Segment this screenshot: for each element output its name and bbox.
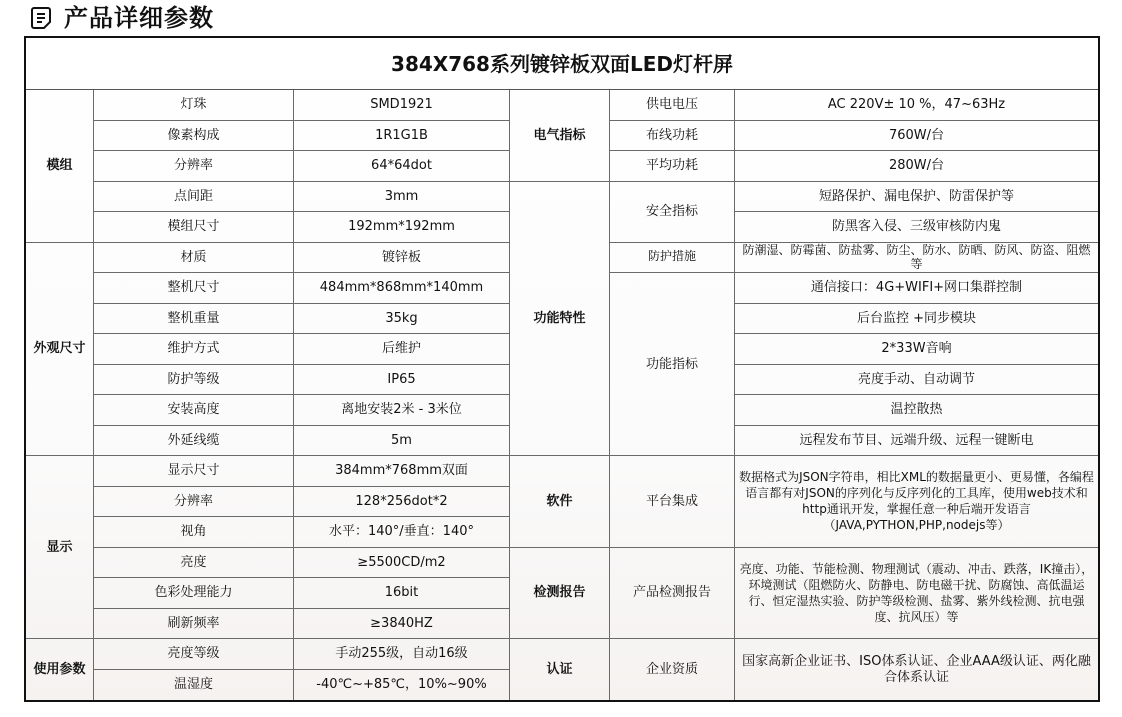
spec-value: 64*64dot: [294, 151, 510, 182]
spec-label: 功能指标: [610, 273, 735, 456]
spec-label: 防护等级: [94, 365, 294, 396]
spec-value: 镀锌板: [294, 243, 510, 274]
spec-label: 安装高度: [94, 395, 294, 426]
spec-value: 280W/台: [735, 151, 1098, 182]
spec-label: 产品检测报告: [610, 548, 735, 640]
spec-value: 防黑客入侵、三级审核防内鬼: [735, 212, 1098, 243]
spec-value: 短路保护、漏电保护、防雷保护等: [735, 182, 1098, 213]
spec-value: -40℃~+85℃，10%~90%: [294, 670, 510, 701]
spec-label: 刷新频率: [94, 609, 294, 640]
spec-label: 整机重量: [94, 304, 294, 335]
spec-value: 温控散热: [735, 395, 1098, 426]
spec-value: 35kg: [294, 304, 510, 335]
spec-value: 数据格式为JSON字符串，相比XML的数据量更小、更易懂，各编程语言都有对JSON的序列化与反序列化的工具库，使用web技术和http通讯开发，掌握任意一种后端开发语言（JAVA,PYTHON,PHP,nodejs等）: [735, 456, 1098, 548]
spec-label: 企业资质: [610, 639, 735, 700]
spec-value: 防潮湿、防霉菌、防盐雾、防尘、防水、防晒、防风、防盗、阻燃等: [735, 243, 1098, 274]
product-title: 384X768系列镀锌板双面LED灯杆屏: [26, 38, 1098, 90]
category-cert: 认证: [510, 639, 610, 700]
spec-label: 安全指标: [610, 182, 735, 243]
spec-label: 平台集成: [610, 456, 735, 548]
category-usage: 使用参数: [26, 639, 94, 700]
spec-label: 视角: [94, 517, 294, 548]
category-testing: 检测报告: [510, 548, 610, 640]
page-header: [0, 0, 1122, 36]
spec-label: 维护方式: [94, 334, 294, 365]
spec-value: 128*256dot*2: [294, 487, 510, 518]
spec-label: 像素构成: [94, 121, 294, 152]
spec-label: 点间距: [94, 182, 294, 213]
spec-value: 484mm*868mm*140mm: [294, 273, 510, 304]
spec-value: 亮度、功能、节能检测、物理测试（震动、冲击、跌落，IK撞击），环境测试（阻燃防火、防静电、防电磁干扰、防腐蚀、高低温运行、恒定湿热实验、防护等级检测、盐雾、紫外线检测、抗电强度、抗风压）等: [735, 548, 1098, 640]
spec-label: 材质: [94, 243, 294, 274]
spec-table: [24, 36, 1100, 702]
spec-value: AC 220V± 10 %，47~63Hz: [735, 90, 1098, 121]
spec-value: 水平：140°/垂直：140°: [294, 517, 510, 548]
spec-value: 5m: [294, 426, 510, 457]
spec-label: 外延线缆: [94, 426, 294, 457]
spec-value: SMD1921: [294, 90, 510, 121]
spec-value: 后维护: [294, 334, 510, 365]
spec-value: ≥3840HZ: [294, 609, 510, 640]
spec-value: 16bit: [294, 578, 510, 609]
spec-value: 离地安装2米 - 3米位: [294, 395, 510, 426]
spec-label: 色彩处理能力: [94, 578, 294, 609]
category-appearance: 外观尺寸: [26, 243, 94, 457]
spec-value: 远程发布节目、远端升级、远程一键断电: [735, 426, 1098, 457]
spec-value: 760W/台: [735, 121, 1098, 152]
spec-label: 亮度等级: [94, 639, 294, 670]
spec-label: 模组尺寸: [94, 212, 294, 243]
spec-label: 温湿度: [94, 670, 294, 701]
category-software: 软件: [510, 456, 610, 548]
spec-value: ≥5500CD/m2: [294, 548, 510, 579]
spec-label: 分辨率: [94, 151, 294, 182]
spec-label: 整机尺寸: [94, 273, 294, 304]
spec-value: 2*33W音响: [735, 334, 1098, 365]
spec-label: 显示尺寸: [94, 456, 294, 487]
spec-label: 布线功耗: [610, 121, 735, 152]
spec-value: IP65: [294, 365, 510, 396]
page-title: 产品详细参数: [64, 4, 214, 32]
spec-label: 灯珠: [94, 90, 294, 121]
spec-label: 供电电压: [610, 90, 735, 121]
category-electric: 电气指标: [510, 90, 610, 182]
spec-value: 手动255级，自动16级: [294, 639, 510, 670]
spec-value: 后台监控 +同步模块: [735, 304, 1098, 335]
spec-label: 平均功耗: [610, 151, 735, 182]
spec-value: 384mm*768mm双面: [294, 456, 510, 487]
category-module: 模组: [26, 90, 94, 243]
spec-grid: [26, 90, 1098, 700]
spec-value: 192mm*192mm: [294, 212, 510, 243]
spec-label: 防护措施: [610, 243, 735, 274]
spec-value: 国家高新企业证书、ISO体系认证、企业AAA级认证、两化融合体系认证: [742, 653, 1091, 685]
spec-label: 分辨率: [94, 487, 294, 518]
spec-value: 3mm: [294, 182, 510, 213]
spec-value: 通信接口：4G+WIFI+网口集群控制: [735, 273, 1098, 304]
category-features: 功能特性: [510, 182, 610, 457]
document-list-icon: [30, 6, 52, 30]
spec-label: 亮度: [94, 548, 294, 579]
spec-value: 亮度手动、自动调节: [735, 365, 1098, 396]
category-display: 显示: [26, 456, 94, 639]
spec-value: 1R1G1B: [294, 121, 510, 152]
